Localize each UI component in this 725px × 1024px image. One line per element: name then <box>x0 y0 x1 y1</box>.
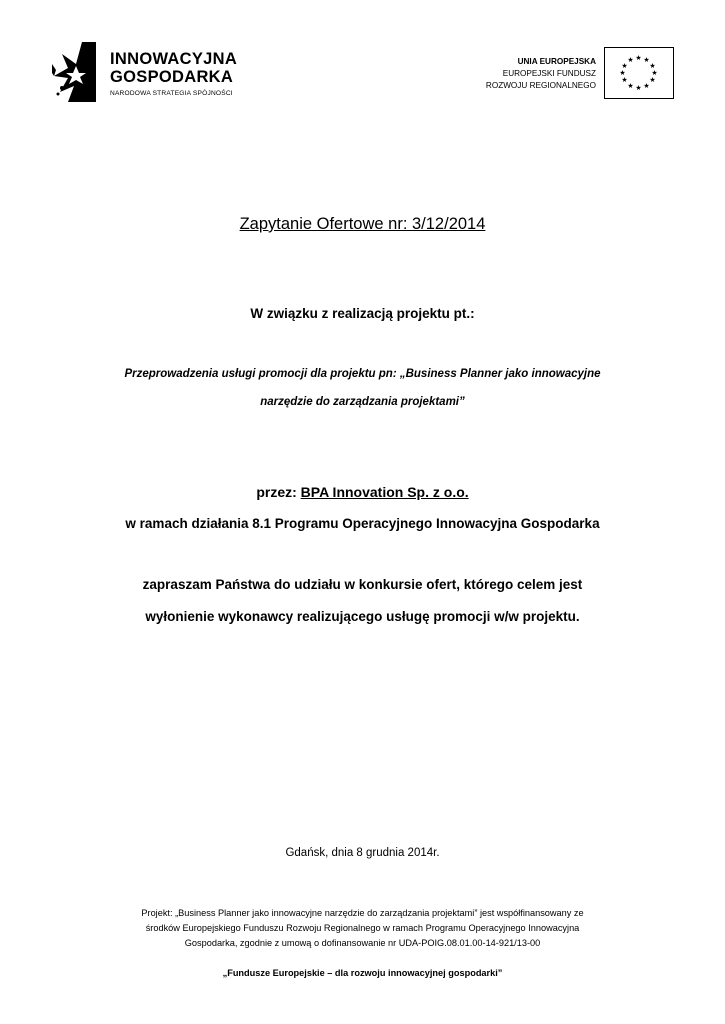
eu-text-line2: EUROPEJSKI FUNDUSZ <box>502 69 596 78</box>
eu-text-line1: UNIA EUROPEJSKA <box>517 57 596 66</box>
footer-note <box>80 906 645 951</box>
svg-text:★: ★ <box>627 56 634 64</box>
place-and-date: Gdańsk, dnia 8 grudnia 2014r. <box>285 847 440 859</box>
svg-text:★: ★ <box>635 84 642 92</box>
project-name-line2: narzędzie do zarządzania projektami” <box>260 396 465 408</box>
document-title-text: Zapytanie Ofertowe nr: 3/12/2014 <box>239 215 486 233</box>
innowacyjna-gospodarka-logo <box>52 42 272 106</box>
footer-slogan: „Fundusze Europejskie – dla rozwoju innowacyjnej gospodarki” <box>222 968 503 978</box>
svg-text:★: ★ <box>643 82 650 90</box>
svg-text:★: ★ <box>649 62 656 70</box>
invitation-line2: wyłonienie wykonawcy realizującego usługę promocji w/w projektu. <box>145 609 580 624</box>
svg-text:★: ★ <box>621 62 628 70</box>
document-title <box>0 215 725 234</box>
star-logo-icon <box>52 42 96 102</box>
footer-line3: Gospodarka, zgodnie z umową o dofinansowanie nr UDA-POIG.08.01.00-14-921/13-00 <box>184 938 541 948</box>
footer-line2: środków Europejskiego Funduszu Rozwoju Regionalnego w ramach Programu Operacyjnego Innowacyjna <box>145 923 580 933</box>
svg-text:★: ★ <box>649 76 656 84</box>
company-name: BPA Innovation Sp. z o.o. <box>300 484 469 500</box>
eu-text-line3: ROZWOJU REGIONALNEGO <box>485 81 596 90</box>
logo-text-line3: NARODOWA STRATEGIA SPÓJNOŚCI <box>110 90 233 97</box>
by-prefix: przez: <box>256 484 301 500</box>
footer-line1: Projekt: „Business Planner jako innowacyjne narzędzie do zarządzania projektami” jest współfinansowany ze <box>141 908 584 918</box>
intro-text: W związku z realizacją projektu pt.: <box>250 306 475 321</box>
eu-flag-icon <box>604 47 674 99</box>
svg-text:★: ★ <box>619 69 626 77</box>
invitation-line1: zapraszam Państwa do udziału w konkursie ofert, którego celem jest <box>142 577 583 592</box>
eu-stars-icon <box>605 48 672 97</box>
svg-text:★: ★ <box>621 76 628 84</box>
svg-text:★: ★ <box>635 54 642 62</box>
svg-text:★: ★ <box>643 56 650 64</box>
eu-logo-text <box>450 56 596 92</box>
project-name-line1: Przeprowadzenia usługi promocji dla projektu pn: „Business Planner jako innowacyjne <box>124 368 601 380</box>
by-company-line <box>0 484 725 500</box>
logo-text-line1: INNOWACYJNA <box>110 50 238 68</box>
svg-text:★: ★ <box>627 82 634 90</box>
svg-text:★: ★ <box>651 69 658 77</box>
program-line: w ramach działania 8.1 Programu Operacyjnego Innowacyjna Gospodarka <box>125 516 600 531</box>
logo-text-line2: GOSPODARKA <box>110 68 234 86</box>
